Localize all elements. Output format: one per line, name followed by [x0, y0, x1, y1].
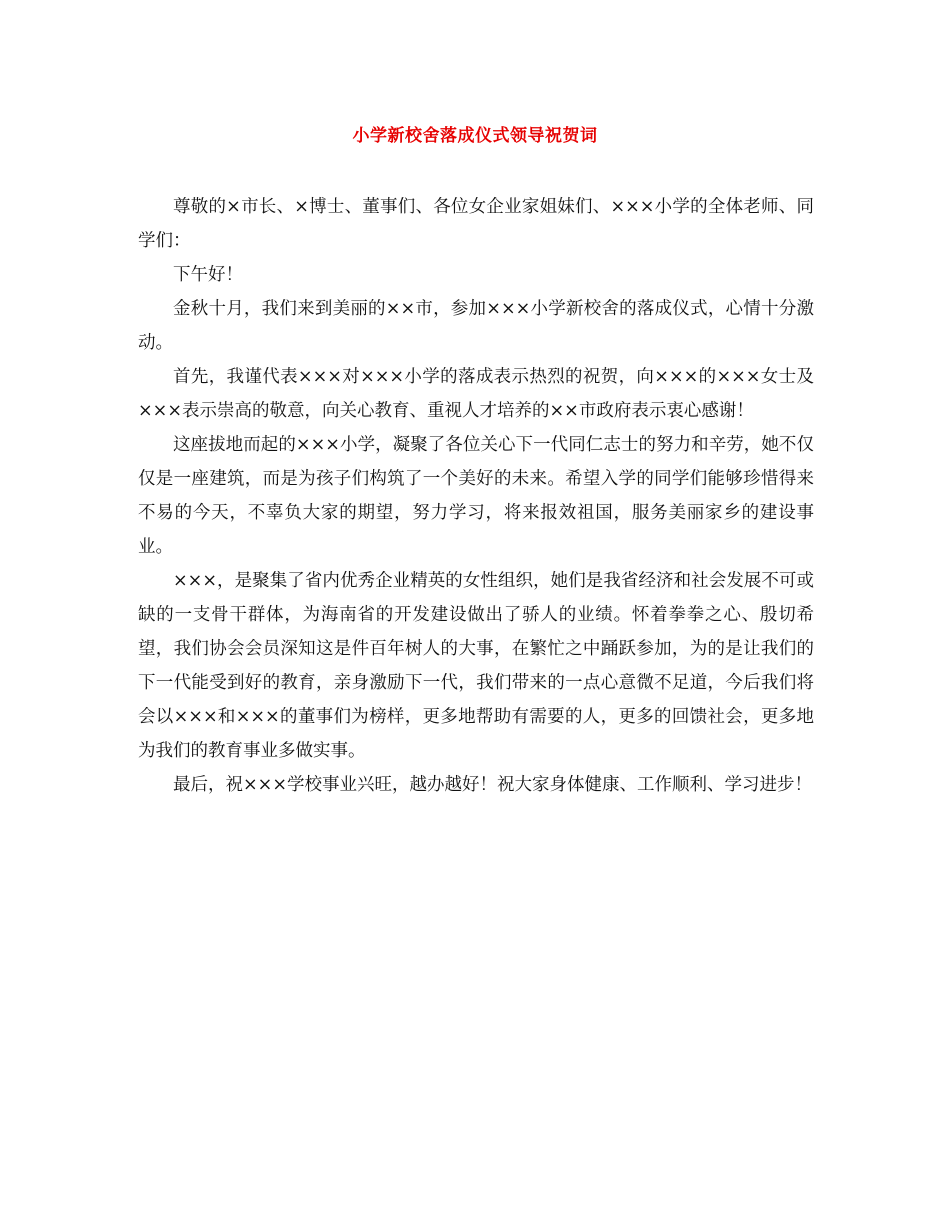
opening-paragraph: 金秋十月，我们来到美丽的××市，参加×××小学新校舍的落成仪式，心情十分激动。 [138, 299, 814, 353]
salutation-paragraph: 尊敬的×市长、×博士、董事们、各位女企业家姐妹们、×××小学的全体老师、同学们： [138, 197, 814, 251]
document-body [138, 190, 814, 802]
greeting-paragraph: 下午好！ [173, 265, 243, 285]
association-paragraph: ×××，是聚集了省内优秀企业精英的女性组织，她们是我省经济和社会发展不可或缺的一支骨干群体，为海南省的开发建设做出了骄人的业绩。怀着拳拳之心、殷切希望，我们协会会员深知这是件百年树人的大事，在繁忙之中踊跃参加，为的是让我们的下一代能受到好的教育，亲身激励下一代，我们带来的一点心意微不足道，今后我们将会以×××和×××的董事们为榜样，更多地帮助有需要的人，更多的回馈社会，更多地为我们的教育事业多做实事。 [138, 571, 814, 761]
closing-paragraph: 最后，祝×××学校事业兴旺，越办越好！祝大家身体健康、工作顺利、学习进步！ [173, 775, 812, 795]
document-title: 小学新校舍落成仪式领导祝贺词 [352, 126, 598, 146]
congratulation-paragraph: 首先，我谨代表×××对×××小学的落成表示热烈的祝贺，向×××的×××女士及×××表示崇高的敬意，向关心教育、重视人才培养的××市政府表示衷心感谢！ [138, 367, 814, 421]
school-paragraph: 这座拔地而起的×××小学，凝聚了各位关心下一代同仁志士的努力和辛劳，她不仅仅是一座建筑，而是为孩子们构筑了一个美好的未来。希望入学的同学们能够珍惜得来不易的今天，不辜负大家的期望，努力学习，将来报效祖国，服务美丽家乡的建设事业。 [138, 435, 814, 557]
